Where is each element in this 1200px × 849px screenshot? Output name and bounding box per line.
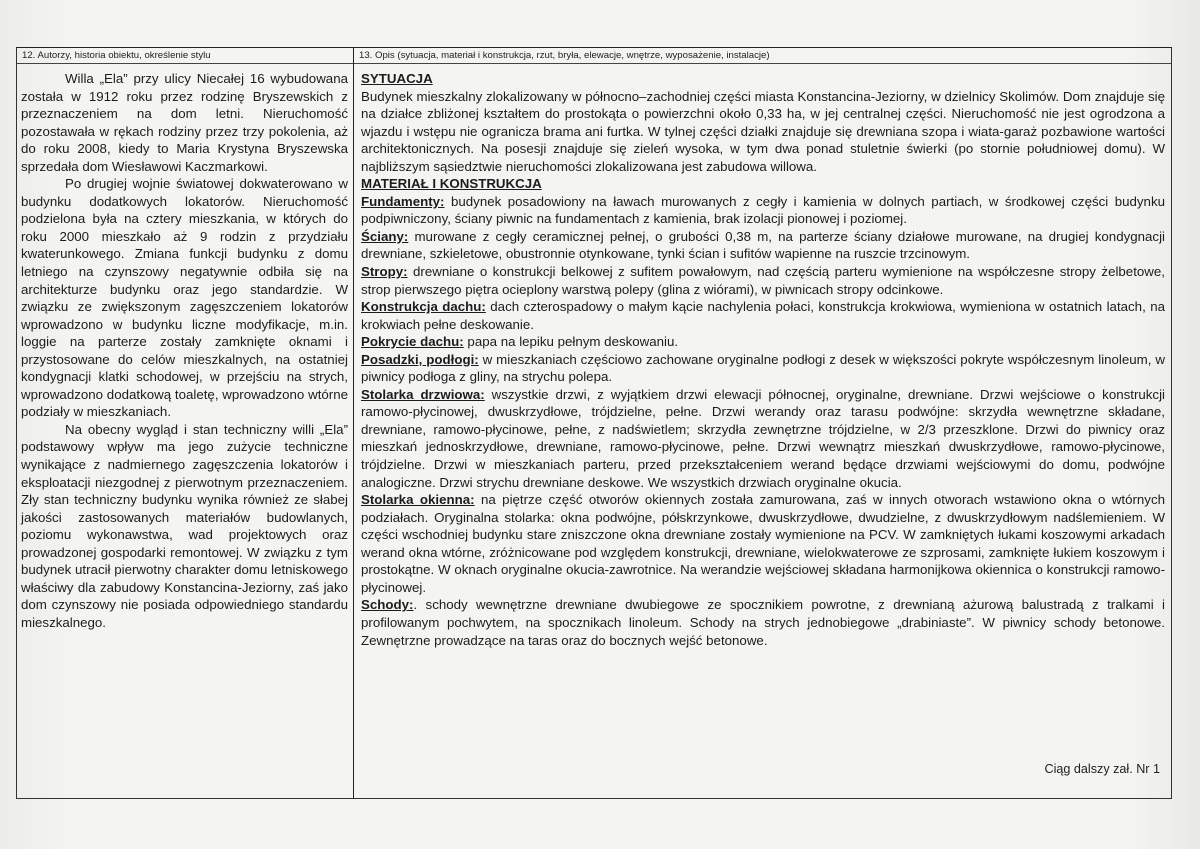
item-text: drewniane o konstrukcji belkowej z sufitem powałowym, nad częścią parteru wymienione na współczesne stropy żelbetowe, strop pierwszego piętra ocieplony warstwą polepy (glina z wiórami), w piwnicach stropy odcinkowe.: [361, 264, 1165, 297]
item-label: Konstrukcja dachu:: [361, 299, 486, 315]
item-label: Ściany:: [361, 228, 409, 244]
history-paragraph-1: Willa „Ela” przy ulicy Niecałej 16 wybudowana została w 1912 roku przez rodzinę Bryszewskich z przeznaczeniem na dom letni. Nieruchomość pozostawała w rękach rodziny przez trzy pokolenia, aż do roku 2008, kiedy to Maria Krystyna Bryszewska sprzedała dom Wiesławowi Kaczmarkowi.: [21, 71, 348, 174]
material-item: [361, 386, 1165, 491]
history-paragraph-2: Po drugiej wojnie światowej dokwaterowano w budynku dodatkowych lokatorów. Nieruchomość podzielona była na cztery mieszkania, w których do roku 2000 mieszkało aż 9 rodzin z przydziału kwaterunkowego. Zmiana funkcji budynku z domu letniego na czynszowy negatywnie odbiła się na architekturze budynku oraz jego standardzie. W związku ze zwiększonym zagęszczeniem lokatorów wprowadzono w budynku liczne modyfikacje, m.in. loggie na parterze zostały zamknięte oknami i przystosowane do celów mieszkalnych, na ostatniej kondygnacji klatki schodowej, w przejściu na strych, wprowadzono dodatkową toaletę, wprowadzono wtórne podziały w mieszkaniach.: [21, 176, 348, 420]
material-item: [361, 333, 1165, 351]
item-label: Stolarka okienna:: [361, 492, 475, 508]
section-title-material: MATERIAŁ I KONSTRUKCJA: [361, 176, 542, 192]
sytuacja-text: Budynek mieszkalny zlokalizowany w północno–zachodniej części miasta Konstancina-Jeziorny, w dzielnicy Skolimów. Dom znajduje się na działce zbliżonej kształtem do prostokąta o powierzchni około 0,33 ha, w jej centralnej części. Nieruchomość nie jest ogrodzona a wjazdu i wstępu nie ogranicza brama ani furtka. W tylnej części działki znajduje się drewniana szopa i wiata-garaż pozbawione wartości architektonicznych. Na posesji znajduje się zieleń wysoka, w tym dwa ponad stuletnie świerki (po stornie południowej domu). W najbliższym sąsiedztwie nieruchomości zlokalizowana jest zabudowa willowa.: [361, 88, 1165, 174]
section-title-sytuacja: SYTUACJA: [361, 71, 433, 86]
item-label: Pokrycie dachu:: [361, 334, 464, 350]
item-text: papa na lepiku pełnym deskowaniu.: [463, 334, 679, 350]
history-column: [21, 70, 348, 632]
history-paragraph-3: Na obecny wygląd i stan techniczny willi „Ela” podstawowy wpływ ma jego zużycie techniczne wynikające z nadmiernego zagęszczenia lokatorów i eksploatacji niezgodnej z pierwotnym przeznaczeniem. Zły stan techniczny budynku wynika również ze słabej jakości zastosowanych materiałów budowlanych, poziomu wykonawstwa, wad projektowych oraz prowadzonej gospodarki remontowej. W związku z tym budynek utracił pierwotny charakter domu letniskowego właściwy dla zabudowy Konstancina-Jeziorny, zaś jako dom czynszowy nie posiada odpowiedniego standardu mieszkalnego.: [21, 421, 348, 630]
item-label: Stropy:: [361, 264, 408, 280]
item-label: Posadzki, podłogi:: [361, 351, 479, 367]
material-item: [361, 228, 1165, 263]
item-text: murowane z cegły ceramicznej pełnej, o grubości 0,38 m, na parterze ściany działowe murowane, na drugiej kondygnacji drewniane, szkieletowe, obustronnie otynkowane, tynki ścian i sufitów wapienne na ruszcie trzcinowym.: [361, 228, 1165, 262]
left-section-header: 12. Autorzy, historia obiektu, określenie stylu: [22, 50, 211, 61]
column-divider: [353, 47, 354, 799]
item-label: Fundamenty:: [361, 193, 445, 209]
right-section-header: 13. Opis (sytuacja, materiał i konstrukcja, rzut, bryła, elewacje, wnętrze, wyposażenie, instalacje): [359, 50, 770, 61]
material-item: [361, 351, 1165, 386]
item-label: Stolarka drzwiowa:: [361, 386, 485, 402]
material-item: [361, 193, 1165, 228]
item-text: w mieszkaniach częściowo zachowane oryginalne podłogi z desek w większości pokryte współczesnym linoleum, w piwnicy podłoga z gliny, na strychu polepa.: [361, 351, 1165, 385]
material-item: [361, 596, 1165, 649]
material-item: [361, 263, 1165, 298]
material-item: [361, 491, 1165, 596]
item-text: budynek posadowiony na ławach murowanych z cegły i kamienia w dolnych partiach, w środkowej części budynku podpiwniczony, ściany piwnic na fundamentach z kamienia, brak izolacji pionowej i poziomej.: [361, 193, 1165, 227]
item-text: . schody wewnętrzne drewniane dwubiegowe ze spocznikiem powrotne, z drewnianą ażurową balustradą z tralkami i profilowanym pochwytem, na spocznikach linoleum. Schody na strych jednobiegowe „drabiniaste”. W piwnicy schody betonowe. Zewnętrzne prowadzące na taras oraz do bocznych wejść betonowe.: [361, 597, 1165, 648]
header-divider: [17, 63, 1171, 64]
continuation-note: Ciąg dalszy zał. Nr 1: [1044, 762, 1160, 776]
item-label: Schody:: [361, 597, 414, 613]
item-text: dach czterospadowy o małym kącie nachylenia połaci, konstrukcja krokwiowa, wymieniona w ostatnich latach, na krokwiach pełne deskowanie.: [361, 299, 1165, 332]
item-text: na piętrze część otworów okiennych została zamurowana, zaś w innych otworach wstawiono okna o wtórnych podziałach. Oryginalna stolarka: okna podwójne, półskrzynkowe, dwuskrzydłowe, dwudzielne, z dwuskrzydłowym nadślemieniem. W części wschodniej budynku stare zniszczone okna drewniane zostały wymienione na PCV. W zamkniętych łukami koszowymi arkadach werand okna wtórne, zróżnicowane pod względem konstrukcji, drewniane, wielokwaterowe ze szprosami, zamknięte łukiem koszowym i prostokątne. W oknach oryginalne okucia-zawrotnice. Na werandzie wejściowej składana harmonijkowa okiennica o konstrukcji ramowo-płycinowej.: [361, 492, 1165, 595]
description-column: [361, 70, 1165, 649]
material-item: [361, 298, 1165, 333]
item-text: wszystkie drzwi, z wyjątkiem drzwi elewacji północnej, oryginalne, drewniane. Drzwi wejściowe o konstrukcji ramowo-płycinowej, dwuskrzydłowe, trójdzielne, pełne. Drzwi werandy oraz tarasu podwójne: skrzydła wewnętrzne składane, drewniane, ramowo-płycinowe, pełne, z nadświetlem; skrzydła zewnętrzne trójdzielne, w 2/3 przeszklone. Drzwi do piwnicy oraz mieszkań jednoskrzydłowe, drewniane, ramowo-płycinowe, pełne. Drzwi wewnątrz mieszkań dwuskrzydłowe, ramowo-płycinowe, trójdzielne. Drzwi w mieszkaniach parteru, przed przekształceniem werand będące drzwiami wejściowymi do domu, podwójne analogiczne. Drzwi strychu drewniane deskowe. We wszystkich drzwiach oryginalne okucia.: [361, 386, 1165, 490]
